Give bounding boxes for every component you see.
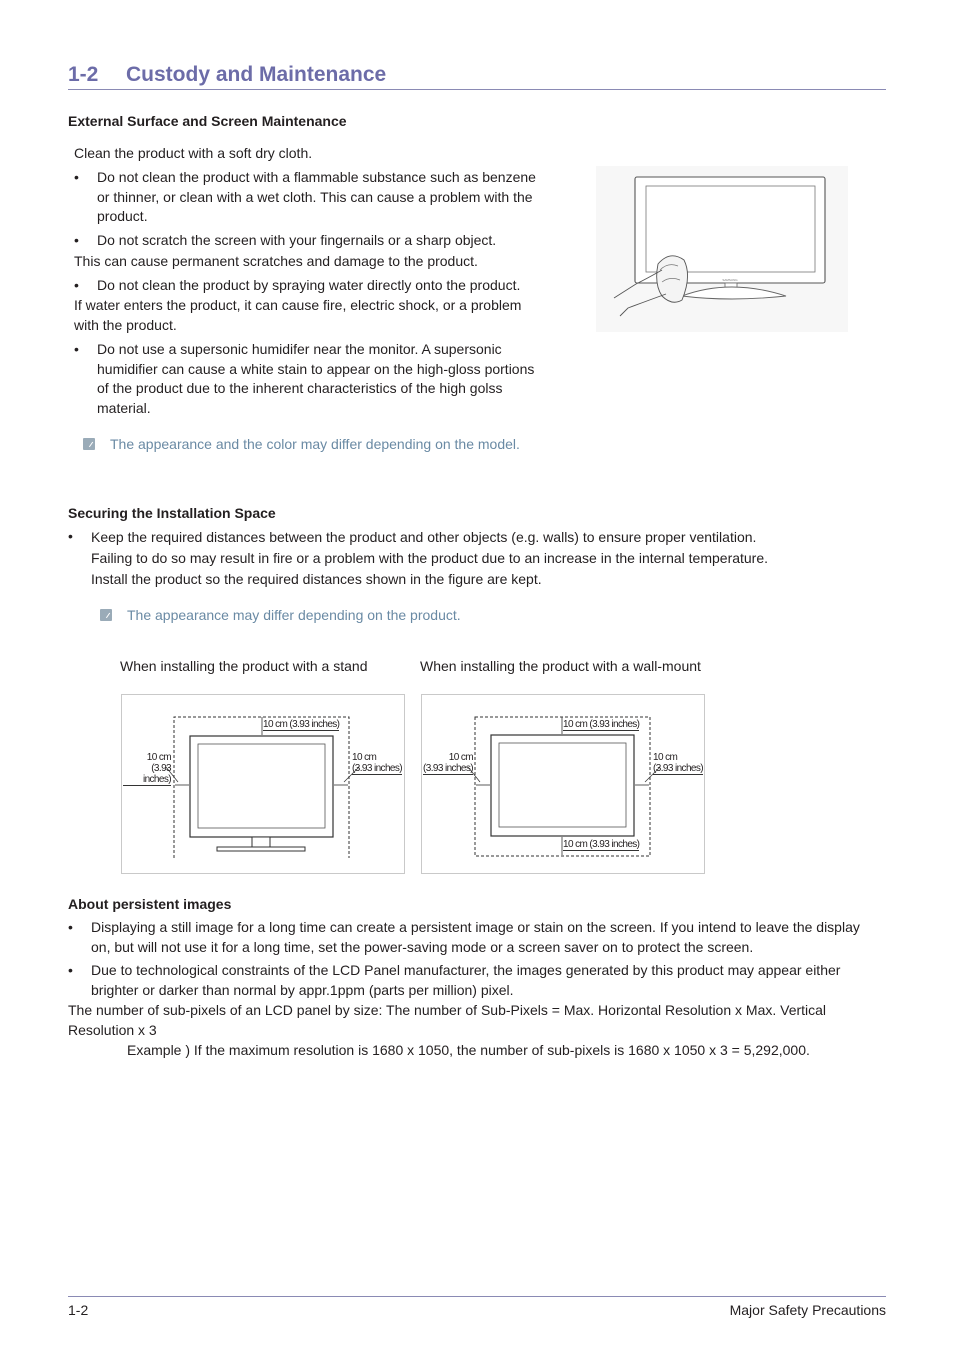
text-line: Resolution x 3	[68, 1021, 157, 1038]
bullet-flammable	[74, 168, 554, 227]
note-icon	[83, 438, 95, 450]
bullet-line: Do not clean the product with a flammable substance such as benzene	[97, 169, 536, 185]
dim-value: 10 cm	[448, 752, 473, 763]
subpixel-example-text: Example ) If the maximum resolution is 1680 x 1050, the number of sub-pixels is 1680 x 1050 x 3 = 5,292,000.	[127, 1042, 810, 1058]
bullet-line: Failing to do so may result in fire or a problem with the product due to an increase in the internal temperature.	[91, 550, 769, 566]
bullet-ventilation	[68, 527, 886, 590]
persistent-images-heading: About persistent images	[68, 896, 232, 912]
section-number: 1-2	[68, 63, 99, 86]
bullet-dot: •	[74, 232, 79, 248]
stand-caption: When installing the product with a stand	[120, 658, 368, 674]
external-maintenance-heading: External Surface and Screen Maintenance	[68, 113, 347, 129]
scratch-consequence-text: This can cause permanent scratches and damage to the product.	[74, 253, 478, 269]
bullet-humidifier	[74, 340, 554, 418]
bullet-line: Due to technological constraints of the LCD Panel manufacturer, the images generated by this product may appear either	[91, 962, 841, 978]
monitor-cleaning-figure	[596, 166, 848, 332]
model-appearance-note: The appearance and the color may differ depending on the model.	[110, 436, 520, 452]
bullet-scratch	[74, 231, 554, 251]
dim-unit: (3.93 inches)	[423, 763, 474, 774]
bullet-line: on, but will not use it for a long time, set the power-saving mode or a screen saver on to protect the screen.	[91, 938, 754, 955]
bullet-dot: •	[68, 919, 73, 935]
bullet-line: or thinner, or clean with a wet cloth. This can cause a problem with the	[97, 188, 533, 205]
bullet-dot: •	[68, 962, 73, 978]
wall-mount-clearance-diagram	[421, 694, 705, 874]
water-consequence-text	[74, 296, 554, 335]
bullet-line: Displaying a still image for a long time can create a persistent image or stain on the screen. If you intend to leave the display	[91, 919, 860, 935]
dim-bottom-label: 10 cm (3.93 inches)	[563, 839, 640, 850]
bullet-dot: •	[74, 341, 79, 357]
bullet-line: product.	[97, 208, 148, 224]
dim-unit: (3.93 inches)	[352, 763, 403, 774]
bullet-still-image	[68, 918, 898, 957]
dim-value: 10 cm	[653, 752, 678, 763]
dim-value: 10 cm	[146, 752, 171, 763]
bullet-dot: •	[74, 169, 79, 185]
section-title: Custody and Maintenance	[126, 63, 387, 86]
bullet-line: Do not scratch the screen with your fingernails or a sharp object.	[97, 232, 497, 248]
bullet-spray	[74, 276, 554, 296]
installation-space-heading: Securing the Installation Space	[68, 505, 276, 521]
dim-right-label	[653, 752, 703, 775]
text-line: with the product.	[74, 316, 177, 333]
bullet-line: Keep the required distances between the product and other objects (e.g. walls) to ensure proper ventilation.	[91, 529, 757, 545]
footer-page-number: 1-2	[68, 1302, 89, 1318]
bullet-dot: •	[74, 277, 79, 293]
dim-top-label: 10 cm (3.93 inches)	[563, 719, 640, 730]
bullet-line: Install the product so the required distances shown in the figure are kept.	[91, 571, 542, 587]
bullet-dot: •	[68, 528, 73, 544]
dim-right-label	[352, 752, 402, 775]
bullet-line: humidifier can cause a white stain to appear on the high-gloss portions	[97, 360, 535, 377]
clean-intro-text: Clean the product with a soft dry cloth.	[74, 145, 313, 161]
bullet-line: Do not use a supersonic humidifer near the monitor. A supersonic	[97, 341, 502, 357]
text-line: The number of sub-pixels of an LCD panel by size: The number of Sub-Pixels = Max. Horizontal Resolution x Max. Vertical	[68, 1002, 827, 1018]
note-icon	[100, 609, 112, 621]
dim-left-label	[423, 752, 473, 775]
bullet-line: of the product due to the inherent characteristics of the high golss	[97, 380, 503, 396]
dim-left-label	[123, 752, 171, 786]
brand-logo: SAMSUNG	[722, 278, 738, 282]
bullet-lcd-constraints	[68, 961, 898, 1000]
bullet-line: brighter or darker than normal by appr.1ppm (parts per million) pixel.	[91, 981, 514, 998]
footer-rule	[68, 1296, 886, 1297]
subpixel-formula-text	[68, 1001, 898, 1040]
dim-unit: (3.93 inches)	[653, 763, 704, 774]
text-line: If water enters the product, it can cause fire, electric shock, or a problem	[74, 297, 522, 313]
stand-clearance-diagram	[121, 694, 405, 874]
bullet-line: Do not clean the product by spraying water directly onto the product.	[97, 277, 521, 293]
section-heading	[68, 62, 886, 90]
dim-top-label: 10 cm (3.93 inches)	[263, 719, 340, 730]
product-appearance-note: The appearance may differ depending on the product.	[127, 607, 461, 623]
dim-value: 10 cm	[352, 752, 377, 763]
footer-chapter-title: Major Safety Precautions	[729, 1302, 886, 1318]
dim-unit: (3.93 inches)	[123, 763, 171, 786]
wall-mount-caption: When installing the product with a wall-mount	[420, 658, 701, 674]
bullet-line: material.	[97, 399, 151, 416]
